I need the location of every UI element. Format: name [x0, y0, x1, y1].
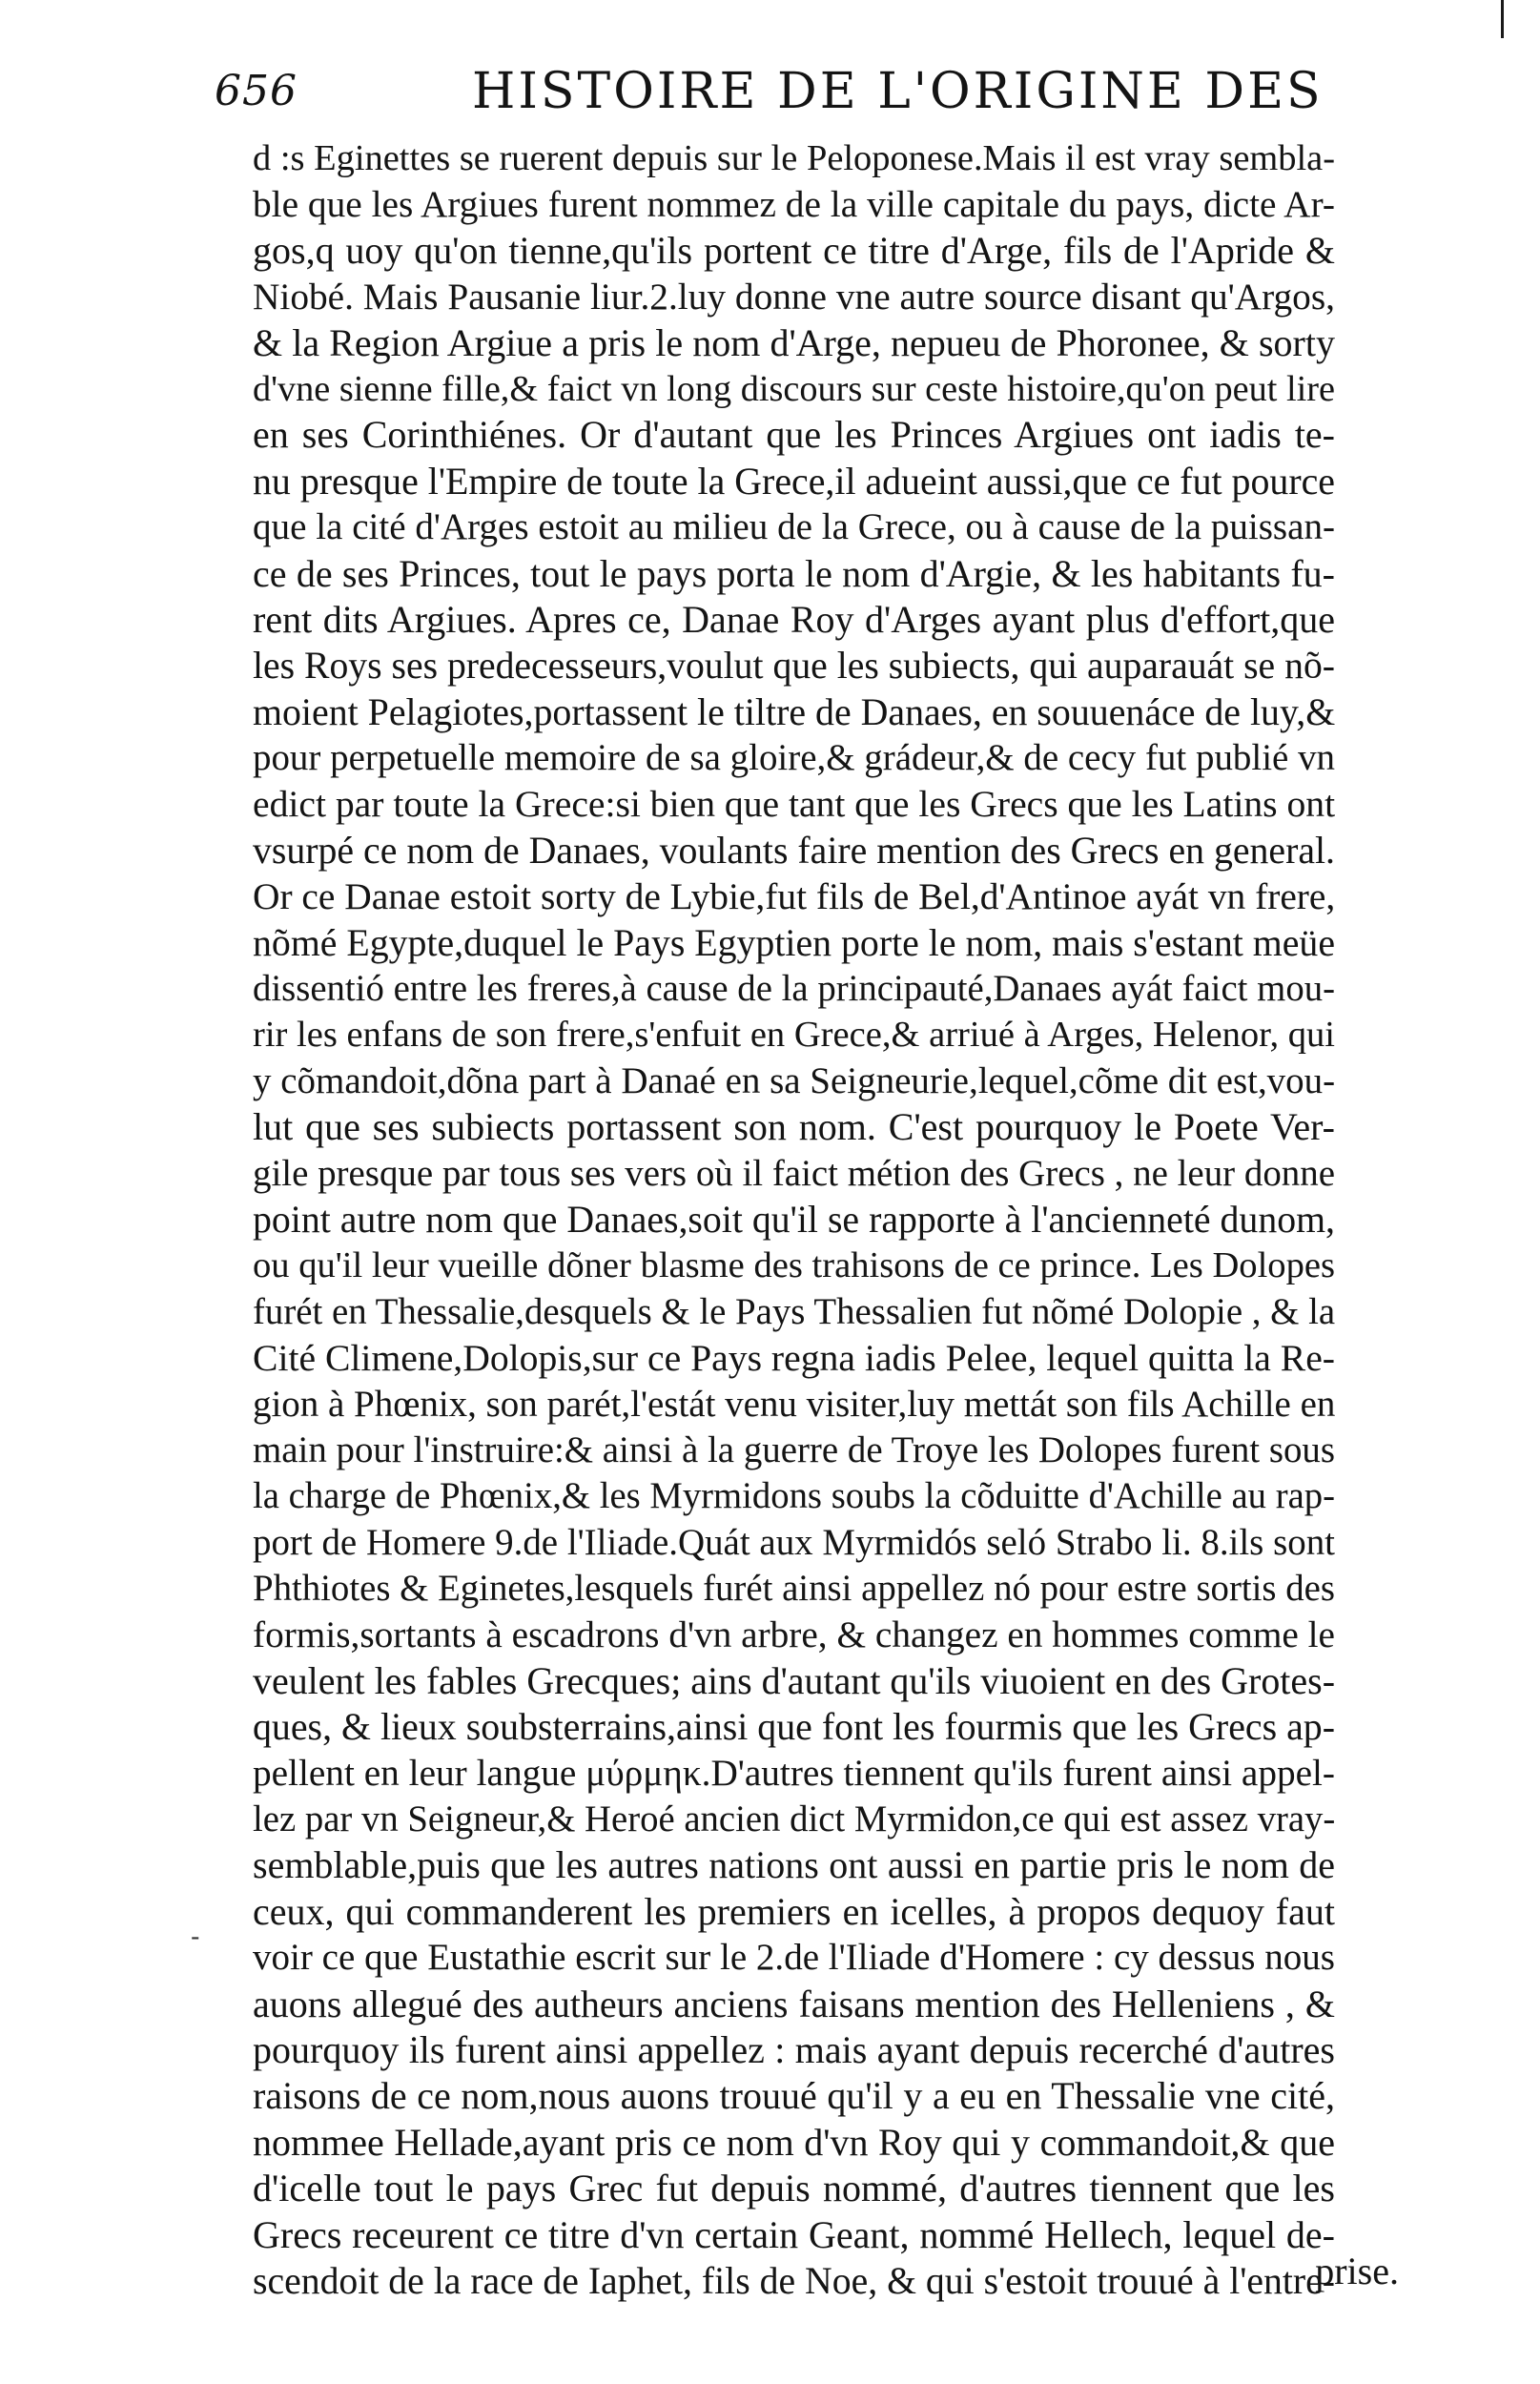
- text-line: ques, & lieux soubsterrains,ainsi que font les fourmis que les Grecs ap-: [253, 1705, 1335, 1749]
- text-line: nõmé Egypte,duquel le Pays Egyptien porte le nom, mais s'estant meüe: [253, 921, 1335, 964]
- text-line: rent dits Argiues. Apres ce, Danae Roy d'Arges ayant plus d'effort,que: [253, 597, 1335, 641]
- text-line: moient Pelagiotes,portassent le tiltre de Danaes, en souuenáce de luy,&: [253, 689, 1336, 733]
- text-line: ou qu'il leur vueille dõner blasme des trahisons de ce prince. Les Dolopes: [253, 1245, 1335, 1286]
- text-line: ble que les Argiues furent nommez de la ville capitale du pays, dicte Ar-: [253, 183, 1335, 226]
- text-line: rir les enfans de son frere,s'enfuit en Grece,& arriué à Arges, Helenor, qui: [253, 1015, 1335, 1056]
- text-line: Niobé. Mais Pausanie liur.2.luy donne vne autre source disant qu'Argos,: [253, 276, 1335, 319]
- text-line: que la cité d'Arges estoit au milieu de la Grece, ou à cause de la puissan-: [253, 506, 1335, 548]
- text-line: y cõmandoit,dõna part à Danaé en sa Seigneurie,lequel,cõme dit est,vou-: [253, 1059, 1336, 1101]
- text-line: semblable,puis que les autres nations ont aussi en partie pris le nom de: [253, 1843, 1335, 1887]
- text-line: pourquoy ils furent ainsi appellez : mais ayant depuis recerché d'autres: [253, 2028, 1335, 2072]
- text-line: Or ce Danae estoit sorty de Lybie,fut fils de Bel,d'Antinoe ayát vn frere,: [253, 875, 1336, 918]
- text-line: gos,q uoy qu'on tienne,qu'ils portent ce titre d'Arge, fils de l'Apride &: [253, 228, 1335, 272]
- body-text: [253, 135, 1335, 2304]
- text-line: les Roys ses predecesseurs,voulut que les subiects, qui auparauát se nõ-: [253, 645, 1335, 688]
- text-line: Cité Climene,Dolopis,sur ce Pays regna iadis Pelee, lequel quitta la Re-: [253, 1337, 1335, 1380]
- text-line: ceux, qui commanderent les premiers en icelles, à propos dequoy faut: [253, 1889, 1335, 1933]
- text-line: raisons de ce nom,nous auons trouué qu'il y a eu en Thessalie vne cité,: [253, 2074, 1335, 2118]
- text-line: nu presque l'Empire de toute la Grece,il adueint aussi,que ce fut pource: [253, 459, 1335, 503]
- running-title: HISTOIRE DE L'ORIGINE DES: [472, 63, 1324, 120]
- text-line: edict par toute la Grece:si bien que tant que les Grecs que les Latins ont: [253, 783, 1336, 826]
- text-line: ce de ses Princes, tout le pays porta le nom d'Argie, & les habitants fu-: [253, 551, 1335, 595]
- catchword: prise.: [1315, 2250, 1399, 2292]
- text-line: & la Region Argiue a pris le nom d'Arge, nepueu de Phoronee, & sorty: [253, 320, 1335, 364]
- text-line: Grecs receurent ce titre d'vn certain Geant, nommé Hellech, lequel de-: [253, 2212, 1335, 2256]
- text-line: lez par vn Seigneur,& Heroé ancien dict Myrmidon,ce qui est assez vray-: [253, 1798, 1336, 1840]
- text-line: furét en Thessalie,desquels & le Pays Thessalien fut nõmé Dolopie , & la: [253, 1290, 1336, 1332]
- text-line: main pour l'instruire:& ainsi à la guerre de Troye les Dolopes furent sous: [253, 1428, 1335, 1470]
- text-line: auons allegué des autheurs anciens faisans mention des Helleniens , &: [253, 1982, 1335, 2025]
- text-line: Phthiotes & Eginetes,lesquels furét ainsi appellez nó pour estre sortis des: [253, 1568, 1335, 1610]
- text-line: formis,sortants à escadrons d'vn arbre, & changez en hommes comme le: [253, 1613, 1335, 1655]
- text-line: nommee Hellade,ayant pris ce nom d'vn Roy qui y commandoit,& que: [253, 2120, 1335, 2164]
- text-line: dissentió entre les freres,à cause de la principauté,Danaes ayát faict mou-: [253, 968, 1335, 1010]
- text-line: vsurpé ce nom de Danaes, voulants faire mention des Grecs en general.: [253, 829, 1335, 872]
- text-line: scendoit de la race de Iaphet, fils de Noe, & qui s'estoit trouué à l'entre-: [253, 2259, 1335, 2302]
- text-line: port de Homere 9.de l'Iliade.Quát aux Myrmidós seló Strabo li. 8.ils sont: [253, 1521, 1335, 1563]
- text-line: en ses Corinthiénes. Or d'autant que les Princes Argiues ont iadis te-: [253, 413, 1335, 457]
- text-line: d :s Eginettes se ruerent depuis sur le Peloponese.Mais il est vray sembla-: [253, 138, 1335, 178]
- text-line: pellent en leur langue μύρμηκ.D'autres tiennent qu'ils furent ainsi appel-: [253, 1752, 1335, 1794]
- text-line: voir ce que Eustathie escrit sur le 2.de l'Iliade d'Homere : cy dessus nous: [253, 1937, 1335, 1979]
- margin-mark: -: [191, 1921, 200, 1952]
- text-line: lut que ses subiects portassent son nom. C'est pourquoy le Poete Ver-: [253, 1105, 1335, 1149]
- page-edge-rule: [1501, 0, 1504, 38]
- text-line: veulent les fables Grecques; ains d'autant qu'ils viuoient en des Grotes-: [253, 1658, 1335, 1702]
- page-header: [215, 59, 1324, 135]
- text-line: d'icelle tout le pays Grec fut depuis nommé, d'autres tiennent que les: [253, 2167, 1335, 2210]
- text-line: gion à Phœnix, son parét,l'estát venu visiter,luy mettát son fils Achille en: [253, 1383, 1336, 1425]
- text-line: pour perpetuelle memoire de sa gloire,& grádeur,& de cecy fut publié vn: [253, 737, 1335, 779]
- page-number: 656: [215, 67, 298, 115]
- text-line: gile presque par tous ses vers où il faict métion des Grecs , ne leur donne: [253, 1152, 1335, 1194]
- text-line: la charge de Phœnix,& les Myrmidons soubs la cõduitte d'Achille au rap-: [253, 1476, 1335, 1517]
- text-line: point autre nom que Danaes,soit qu'il se rapporte à l'ancienneté dunom,: [253, 1198, 1335, 1241]
- text-line: d'vne sienne fille,& faict vn long discours sur ceste histoire,qu'on peut lire: [253, 368, 1335, 409]
